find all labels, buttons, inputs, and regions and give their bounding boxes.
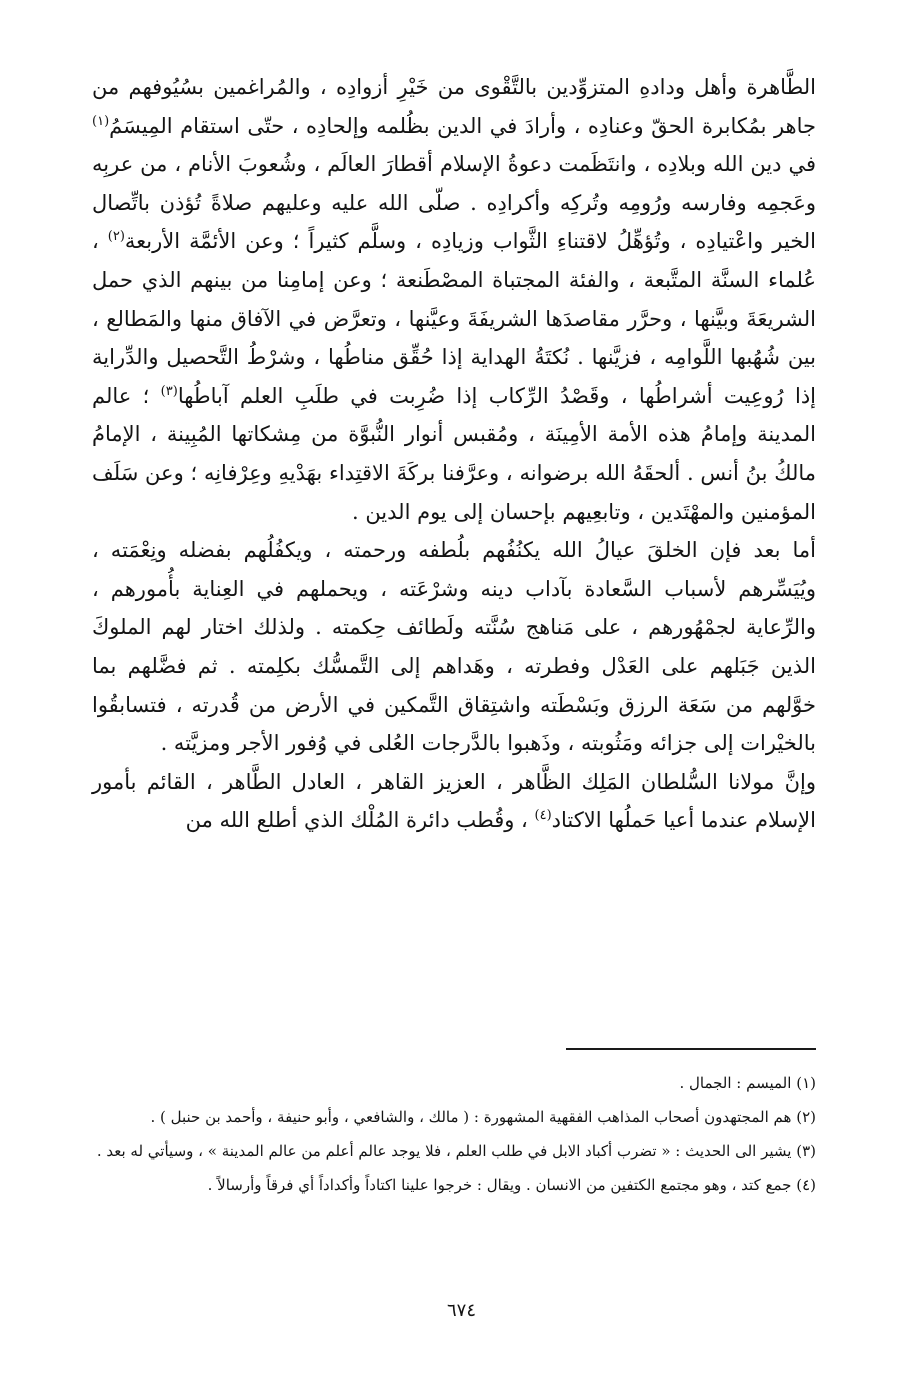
- footnote-2: [60, 1104, 816, 1130]
- footnote-1: [60, 1070, 816, 1096]
- footnote-number: (٤): [796, 1176, 816, 1194]
- footnote-ref-1[interactable]: (١): [92, 113, 110, 129]
- paragraph-opening: [92, 68, 816, 531]
- page-number: ٦٧٤: [446, 1300, 476, 1321]
- footnote-ref-3[interactable]: (٣): [160, 383, 178, 399]
- main-text: [92, 68, 816, 840]
- paragraph-text: وإنَّ مولانا السُّلطان المَلِك الظَّاهر ، العزيز القاهر ، العادل الطَّاهر ، القائم بأمور الإسلام عندما أعيا حَملُها الاكتاد: [92, 769, 816, 833]
- paragraph-text: ، وقُطب دائرة المُلْك الذي أطلع الله من: [185, 808, 528, 833]
- footnote-ref-4[interactable]: (٤): [534, 808, 552, 824]
- footnote-text: يشير الى الحديث : « تضرب أكباد الابل في طلب العلم ، فلا يوجد عالم أعلم من عالم المدينة » ، وسيأتي له بعد .: [96, 1142, 792, 1160]
- footnote-4: [60, 1172, 816, 1198]
- paragraph-text: ؛ عالم المدينة وإمامُ هذه الأمة الأمِينَة ، ومُقبس أنوار النُّبوَّة من مِشكاتها المُبِينة ، الإمامُ مالكُ بنُ أنس . ألحقَهُ الله برضوانه ، وعرَّفنا بركَةَ الاقتِداء بهَدْيهِ وعِرْفانِه ؛ وعن سَلَف المؤمنين والمهْتَدين ، وتابعِيهم بإحسان إلى يوم الدين .: [92, 383, 816, 524]
- paragraph-text: أما بعد فإن الخلقَ عيالُ الله يكنُفُهم بلُطفه ورحمته ، ويكفُلُهم بفضله ونِعْمَته ، ويُيَسِّرهم لأسباب السَّعادة بآداب دينه وشرْعَته ، ويحملهم في العِناية بأُمورهم ، والرِّعاية لجمْهُورهم ، على مَناهج سُنَّته ولَطائف حِكمته . ولذلك اختار لهم الملوكَ الذين جَبَلهم على العَدْل وفطرته ، وهَداهم إلى التَّمسُّك بكلِمته . ثم فضَّلهم بما خوَّلهم من سَعَة الرزق وبَسْطَته واشتِقاق التَّمكين في الأرض من قُدرته ، فتسابقُوا بالخيْرات إلى جزائه ومَثُوبته ، وذَهبوا بالدَّرجات العُلى في وُفور الأجر ومزيَّته .: [92, 538, 816, 756]
- paragraph-text: ، عُلماء السنَّة المتَّبعة ، والفئة المجتباة المصْطَنعة ؛ وعن إمامِنا من بينهم الذي حمل الشريعَةَ وبيَّنها ، وحرَّر مقاصدَها الشريفَةَ وعيَّنها ، وتعرَّض في الآفاق منها والمَطالع ، بين شُهُبها اللَّوامِه ، فزيَّنها . نُكتَةُ الهداية إذا حُقِّق مناطُها ، وشرْطُ التَّحصيل والدِّراية إذا رُوعِيت أشراطُها ، وقَصْدُ الرِّكاب إذا ضُرِبت في طلَبِ العلم آباطُها: [92, 229, 817, 408]
- paragraph-amma-bad: [92, 531, 816, 763]
- footnote-text: الميسم : الجمال .: [679, 1074, 792, 1092]
- paragraph-sultan: [92, 763, 816, 840]
- footnote-ref-2[interactable]: (٢): [107, 229, 125, 245]
- footnote-number: (٢): [796, 1108, 816, 1126]
- footnote-number: (١): [796, 1074, 816, 1092]
- footnote-number: (٣): [796, 1142, 816, 1160]
- footnote-3: [60, 1138, 816, 1164]
- footnote-text: جمع كتد ، وهو مجتمع الكتفين من الانسان . ويقال : خرجوا علينا اكتاداً وأكداداً أي فرقاً وأرسالاً .: [207, 1176, 792, 1194]
- paragraph-text: في دين الله وبلادِه ، وانتَظَمت دعوةُ الإسلام أقطارَ العالَم ، وشُعوبَ الأنام ، من عربِه وعَجمِه وفارسه ورُومِه وتُركِه وأكرادِه . صلّى الله عليه وعليهم صلاةً تُؤذن باتِّصال الخير واعْتيادِه ، وتُؤهِّلُ لاقتناءِ الثَّواب وزيادِه ، وسلَّم كثيراً ؛ وعن الأئمَّة الأربعة: [92, 152, 816, 254]
- footnote-text: هم المجتهدون أصحاب المذاهب الفقهية المشهورة : ( مالك ، والشافعي ، وأبو حنيفة ، وأحمد بن حنبل ) .: [150, 1108, 792, 1126]
- footnote-divider: [566, 1048, 816, 1050]
- footnotes: [60, 1070, 816, 1206]
- paragraph-text: الطَّاهرة وأهل ودادهِ المتزوِّدين بالتَّقْوى من خَيْرِ أزوادِه ، والمُراغمين بسُيُوفهم من جاهر بمُكابرة الحقّ وعنادِه ، وأرادَ في الدين بظُلمه وإلحادِه ، حتّى استقام المِيسَمُ: [92, 75, 816, 138]
